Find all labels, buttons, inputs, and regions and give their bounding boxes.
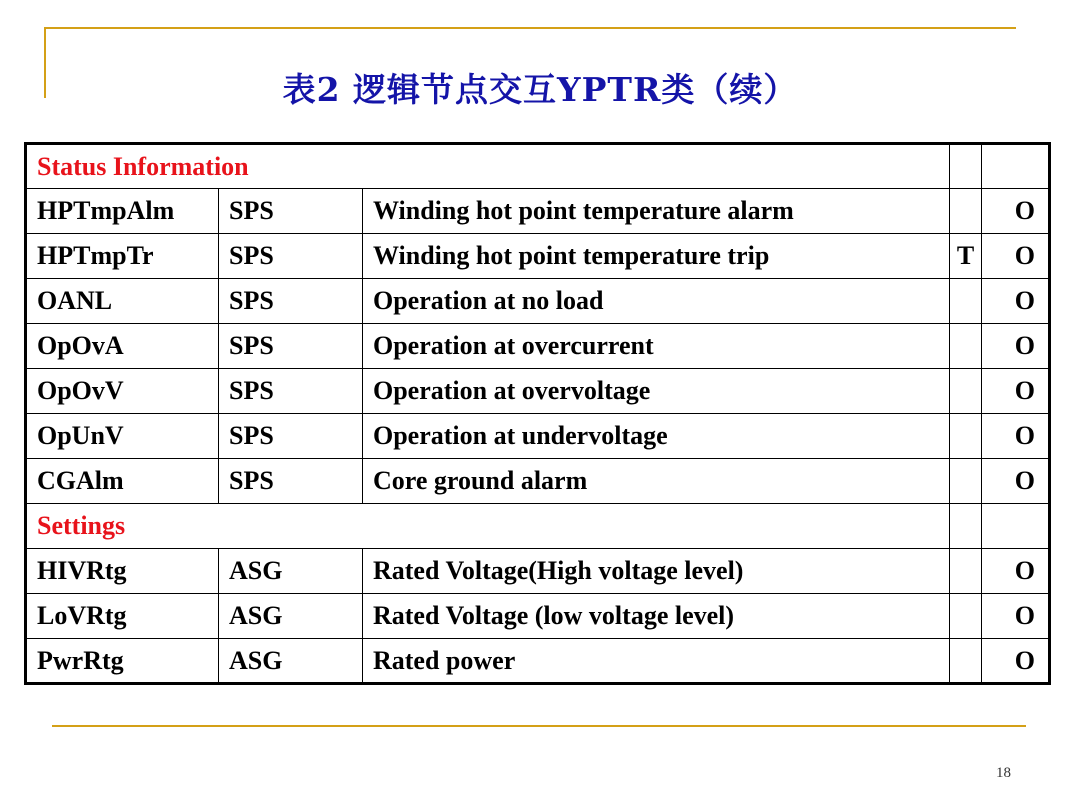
section-header-row	[26, 504, 1050, 549]
data-description: Operation at overcurrent	[363, 324, 950, 369]
mandatory-optional: O	[982, 279, 1050, 324]
data-description: Operation at no load	[363, 279, 950, 324]
mandatory-optional: O	[982, 549, 1050, 594]
data-object-name: HIVRtg	[26, 549, 219, 594]
data-class-type: SPS	[219, 324, 363, 369]
data-description: Core ground alarm	[363, 459, 950, 504]
data-class-type: ASG	[219, 594, 363, 639]
table-row	[26, 234, 1050, 279]
section-heading: Status Information	[26, 144, 950, 189]
data-class-type: SPS	[219, 414, 363, 459]
data-description: Operation at overvoltage	[363, 369, 950, 414]
mandatory-optional: O	[982, 369, 1050, 414]
trigger-flag	[950, 414, 982, 459]
data-class-type: ASG	[219, 639, 363, 684]
slide-title: 表2 逻辑节点交互YPTR类（续）	[282, 70, 798, 109]
trigger-flag	[950, 369, 982, 414]
decorative-rule-top	[44, 27, 1016, 29]
data-class-type: SPS	[219, 279, 363, 324]
data-class-type: ASG	[219, 549, 363, 594]
data-object-name: OANL	[26, 279, 219, 324]
mandatory-optional: O	[982, 639, 1050, 684]
section-header-row	[26, 144, 1050, 189]
data-object-name: LoVRtg	[26, 594, 219, 639]
data-description: Rated Voltage(High voltage level)	[363, 549, 950, 594]
data-class-type: SPS	[219, 189, 363, 234]
data-class-type: SPS	[219, 459, 363, 504]
table-row	[26, 549, 1050, 594]
table-row	[26, 414, 1050, 459]
data-description: Operation at undervoltage	[363, 414, 950, 459]
yptr-data-table	[24, 142, 1051, 685]
mandatory-optional: O	[982, 234, 1050, 279]
mandatory-optional: O	[982, 459, 1050, 504]
mandatory-optional: O	[982, 414, 1050, 459]
decorative-rule-bottom	[52, 725, 1026, 727]
data-object-name: OpUnV	[26, 414, 219, 459]
data-description: Rated Voltage (low voltage level)	[363, 594, 950, 639]
data-object-name: OpOvA	[26, 324, 219, 369]
table-row	[26, 279, 1050, 324]
table-row	[26, 324, 1050, 369]
table-row	[26, 459, 1050, 504]
data-object-name: HPTmpAlm	[26, 189, 219, 234]
mandatory-optional: O	[982, 324, 1050, 369]
trigger-flag	[950, 189, 982, 234]
mandatory-optional: O	[982, 189, 1050, 234]
table-row	[26, 639, 1050, 684]
page-number: 18	[996, 765, 1011, 781]
trigger-flag	[950, 594, 982, 639]
table-row	[26, 189, 1050, 234]
trigger-flag	[950, 549, 982, 594]
data-class-type: SPS	[219, 234, 363, 279]
data-object-name: CGAlm	[26, 459, 219, 504]
data-class-type: SPS	[219, 369, 363, 414]
data-description: Winding hot point temperature alarm	[363, 189, 950, 234]
data-object-name: PwrRtg	[26, 639, 219, 684]
trigger-flag	[950, 459, 982, 504]
table-row	[26, 594, 1050, 639]
trigger-flag	[950, 639, 982, 684]
section-heading: Settings	[26, 504, 950, 549]
trigger-flag	[950, 324, 982, 369]
table-row	[26, 369, 1050, 414]
trigger-flag	[950, 279, 982, 324]
data-object-name: OpOvV	[26, 369, 219, 414]
data-description: Rated power	[363, 639, 950, 684]
data-description: Winding hot point temperature trip	[363, 234, 950, 279]
trigger-flag: T	[950, 234, 982, 279]
mandatory-optional: O	[982, 594, 1050, 639]
data-object-name: HPTmpTr	[26, 234, 219, 279]
